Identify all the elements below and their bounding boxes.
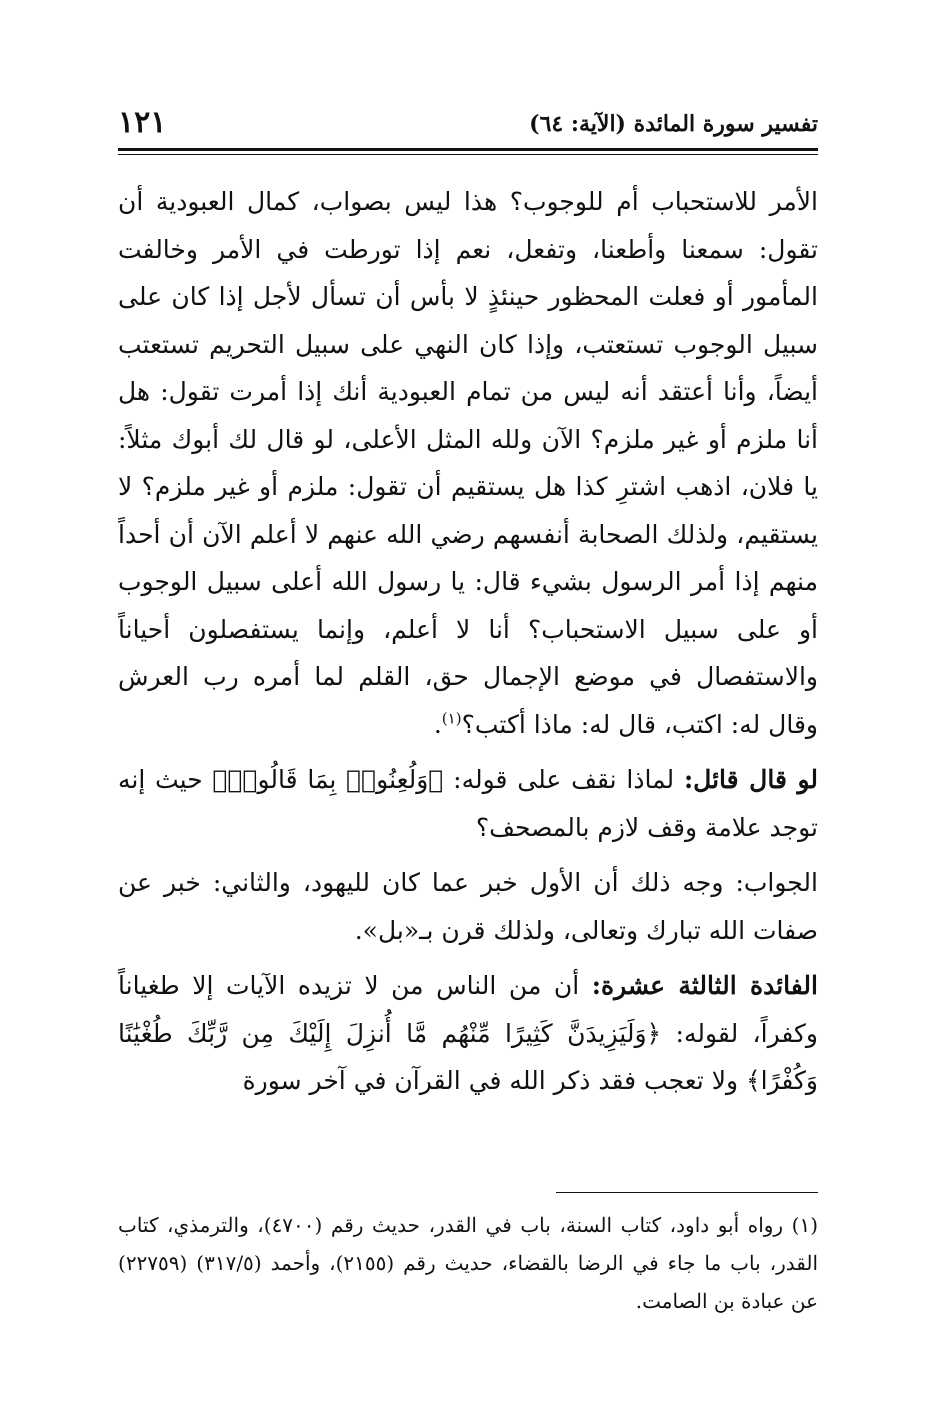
footnotes	[118, 1206, 818, 1320]
paragraph-4-text: أن من الناس من لا تزيده الآيات إلا طغياناً وكفراً، لقوله: ﴿وَلَيَزِيدَنَّ كَثِيرًا مِّنْهُم مَّا أُنزِلَ إِلَيْكَ مِن رَّبِّكَ طُغْيَٰنًا وَكُفْرًا﴾ ولا تعجب فقد ذكر الله في القرآن في آخر سورة	[118, 971, 818, 1095]
paragraph-1	[118, 178, 818, 748]
paragraph-2	[118, 756, 818, 851]
footnote-1: (١) رواه أبو داود، كتاب السنة، باب في القدر، حديث رقم (٤٧٠٠)، والترمذي، كتاب القدر، باب ما جاء في الرضا بالقضاء، حديث رقم (٢١٥٥)، وأحمد (٣١٧/٥) (٢٢٧٥٩) عن عبادة بن الصامت.	[118, 1213, 819, 1313]
paragraph-1-end: .	[433, 709, 442, 739]
paragraph-2-text: لماذا نقف على قوله: ﴿وَلُعِنُوا۟ بِمَا قَالُوا۟﴾ حيث إنه توجد علامة وقف لازم بالمصحف؟	[118, 765, 818, 842]
paragraph-3-text: الجواب: وجه ذلك أن الأول خبر عما كان لليهود، والثاني: خبر عن صفات الله تبارك وتعالى، ولذلك قرن بـ«بل».	[118, 868, 818, 945]
page-number: ١٢١	[118, 105, 167, 140]
header-rule-thin	[118, 154, 818, 155]
footnote-reference: (١)	[441, 709, 462, 728]
header-rule-thick	[118, 148, 818, 151]
paragraph-4	[118, 962, 818, 1105]
paragraph-3	[118, 859, 818, 954]
paragraph-4-lead: الفائدة الثالثة عشرة:	[591, 971, 818, 1000]
paragraph-2-lead: لو قال قائل:	[683, 765, 818, 794]
footnote-separator	[556, 1192, 818, 1193]
paragraph-1-text: الأمر للاستحباب أم للوجوب؟ هذا ليس بصواب، كمال العبودية أن تقول: سمعنا وأطعنا، وتفعل، نعم إذا تورطت في الأمر وخالفت المأمور أو فعلت المحظور حينئذٍ لا بأس أن تسأل لأجل إذا كان على سبيل الوجوب تستعتب، وإذا كان النهي على سبيل التحريم تستعتب أيضاً، وأنا أعتقد أنه ليس من تمام العبودية أنك إذا أمرت تقول: هل أنا ملزم أو غير ملزم؟ الآن ولله المثل الأعلى، لو قال لك أبوك مثلاً: يا فلان، اذهب اشترِ كذا هل يستقيم أن تقول: ملزم أو غير ملزم؟ لا يستقيم، ولذلك الصحابة أنفسهم رضي الله عنهم لا أعلم الآن أن أحداً منهم إذا أمر الرسول بشيء قال: يا رسول الله أعلى سبيل الوجوب أو على سبيل الاستحباب؟ أنا لا أعلم، وإنما يستفصلون أحياناً والاستفصال في موضع الإجمال حق، القلم لما أمره رب العرش وقال له: اكتب، قال له: ماذا أكتب؟	[118, 187, 818, 739]
running-title: تفسير سورة المائدة (الآية: ٦٤)	[529, 111, 818, 137]
main-text	[118, 178, 818, 1105]
running-header	[118, 105, 818, 145]
